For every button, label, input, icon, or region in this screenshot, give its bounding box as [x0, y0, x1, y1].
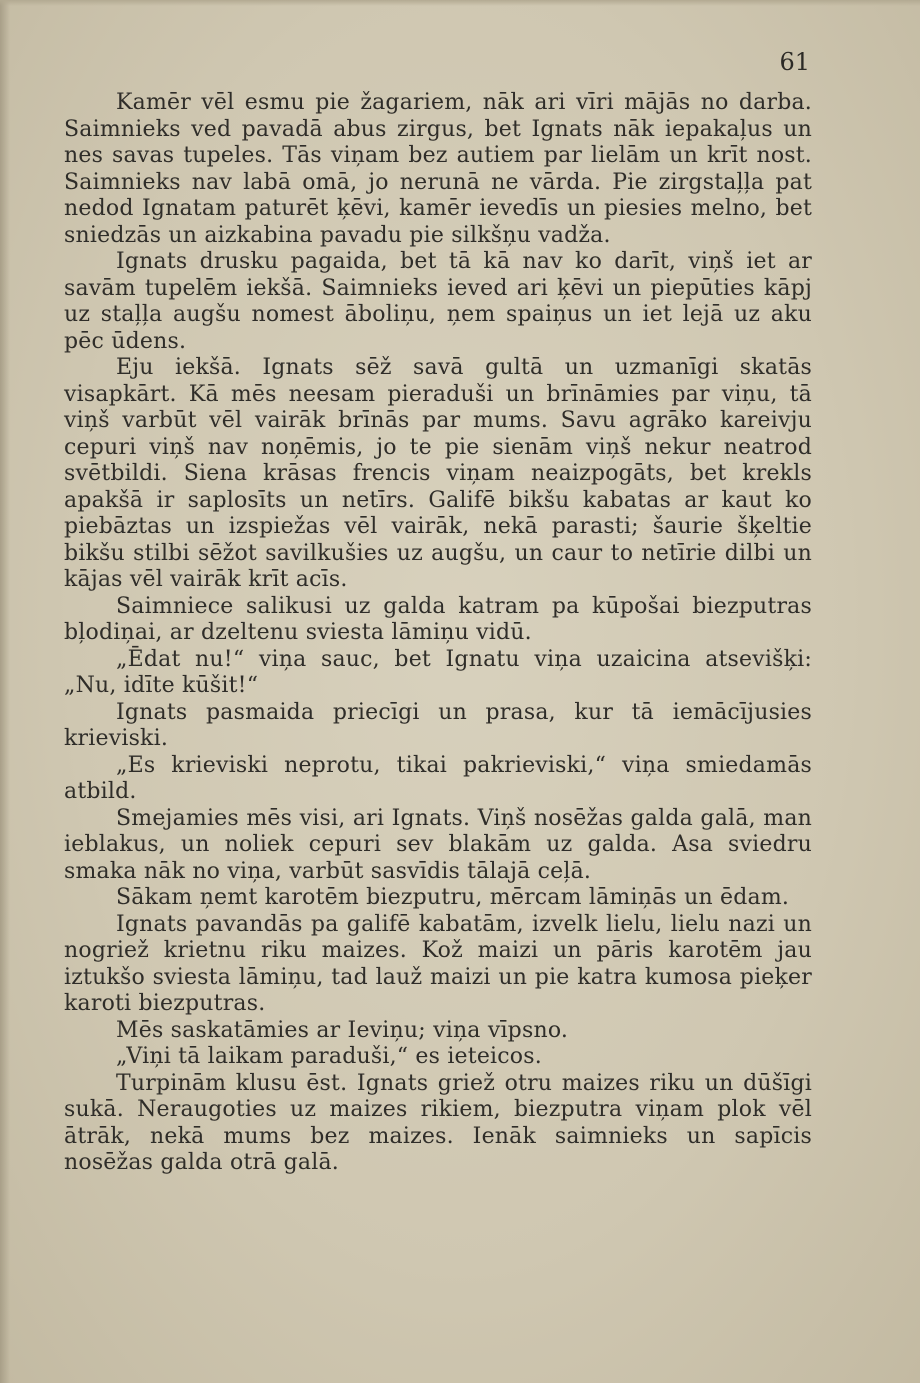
page-edge-shadow [0, 0, 10, 1383]
paragraph: Mēs saskatāmies ar Ieviņu; viņa vīpsno. [116, 1017, 569, 1043]
paragraph: Kamēr vēl esmu pie žagariem, nāk ari vīri mājās no darba. Saimnieks ved pavadā abus zirgus, bet Ignats nāk iepakaļus un nes savas tupeles. Tās viņam bez autiem par lielām un krīt nost. Saimnieks nav labā omā, jo nerunā ne vārda. Pie zirgstaļļa pat nedod Ignatam paturēt ķēvi, kamēr ievedīs un piesies melno, bet sniedzās un aizkabina pavadu pie silkšņu vadža. [64, 90, 812, 248]
body-text [64, 90, 812, 1177]
paragraph: „Ēdat nu!“ viņa sauc, bet Ignatu viņa uzaicina atsevišķi: „Nu, idīte kūšit!“ [64, 646, 812, 698]
paragraph: Ignats pasmaida priecīgi un prasa, kur tā iemācījusies krieviski. [64, 699, 812, 751]
paragraph: „Viņi tā laikam paraduši,“ es ieteicos. [116, 1044, 542, 1069]
paragraph: „Es krieviski neprotu, tikai pakrieviski,“ viņa smiedamās atbild. [64, 752, 812, 804]
page-top-shadow [0, 0, 920, 6]
paragraph: Ignats drusku pagaida, bet tā kā nav ko darīt, viņš iet ar savām tupelēm iekšā. Saimnieks ieved ari ķēvi un piepūties kāpj uz staļļa augšu nomest āboliņu, ņem spaiņus un iet lejā uz aku pēc ūdens. [64, 249, 812, 354]
paragraph: Saimniece salikusi uz galda katram pa kūpošai biezputras bļodiņai, ar dzeltenu sviesta lāmiņu vidū. [64, 593, 812, 645]
paragraph: Turpinām klusu ēst. Ignats griež otru maizes riku un dūšīgi sukā. Neraugoties uz maizes rikiem, biezputra viņam plok vēl ātrāk, nekā mums bez maizes. Ienāk saimnieks un sapīcis nosēžas galda otrā galā. [64, 1070, 812, 1175]
paragraph: Sākam ņemt karotēm biezputru, mērcam lāmiņās un ēdam. [116, 885, 790, 910]
paragraph: Ignats pavandās pa galifē kabatām, izvelk lielu, lielu nazi un nogriež krietnu riku maizes. Kož maizi un pāris karotēm jau iztukšo sviesta lāmiņu, tad lauž maizi un pie katra kumosa pieķer karoti biezputras. [64, 911, 812, 1016]
paragraph: Smejamies mēs visi, ari Ignats. Viņš nosēžas galda galā, man ieblakus, un noliek cepuri sev blakām uz galda. Asa sviedru smaka nāk no viņa, varbūt sasvīdis tālajā ceļā. [64, 805, 812, 884]
paragraph: Eju iekšā. Ignats sēž savā gultā un uzmanīgi skatās visapkārt. Kā mēs neesam pieraduši un brīnāmies par viņu, tā viņš varbūt vēl vairāk brīnās par mums. Savu agrāko kareivju cepuri viņš nav noņēmis, jo te pie sienām viņš nekur neatrod svētbildi. Siena krāsas frencis viņam neaizpogāts, bet krekls apakšā ir saplosīts un netīrs. Galifē bikšu kabatas ar kaut ko piebāztas un izspiežas vēl vairāk, nekā parasti; šaurie šķeltie bikšu stilbi sēžot savilkušies uz augšu, un caur to netīrie dilbi un kājas vēl vairāk krīt acīs. [64, 355, 812, 592]
page-number: 61 [779, 48, 810, 76]
